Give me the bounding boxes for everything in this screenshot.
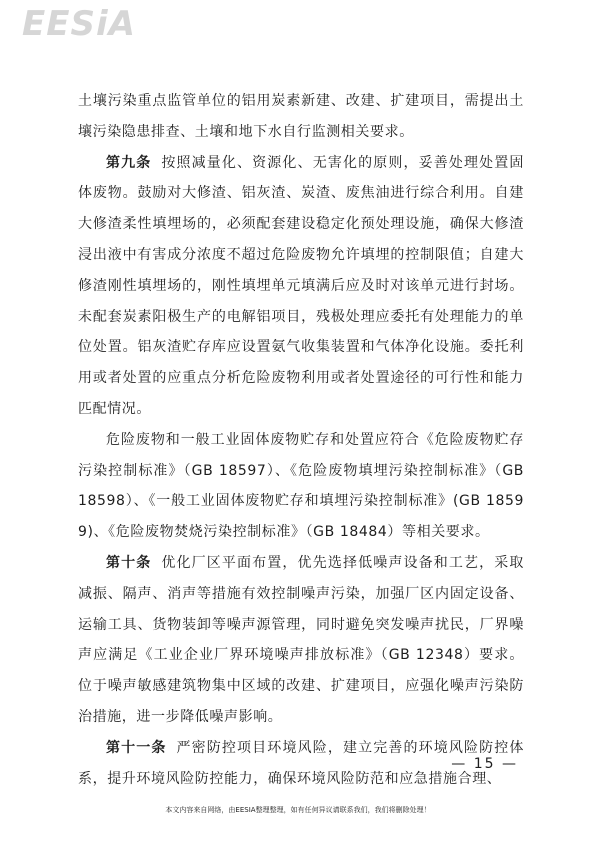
- article-heading: 第十条: [106, 554, 152, 571]
- article-text: 优化厂区平面布置，优先选择低噪声设备和工艺，采取减振、隔声、消声等措施有效控制噪声污染，加强厂区内固定设备、运输工具、货物装卸等噪声源管理，同时避免突发噪声扰民，厂界噪声应满足《工业企业厂界环境噪声排放标准》（GB 12348）要求。位于噪声敏感建筑物集中区域的改建、扩建项目，应强化噪声污染防治措施，进一步降低噪声影响。: [78, 554, 524, 725]
- paragraph-standards: 危险废物和一般工业固体废物贮存和处置应符合《危险废物贮存污染控制标准》（GB 18597）、《危险废物填埋污染控制标准》（GB 18598）、《一般工业固体废物贮存和填埋污染控制标准》(GB 18599)、《危险废物焚烧污染控制标准》（GB 18484）等相关要求。: [78, 431, 524, 541]
- document-body: [78, 86, 524, 794]
- page-number: — 15 —: [451, 756, 518, 772]
- footer-disclaimer: 本文内容来自网络，由EESIA整理整理，如有任何异议请联系我们，我们将删除处理！: [165, 806, 431, 814]
- article-text: 按照减量化、资源化、无害化的原则，妥善处理处置固体废物。鼓励对大修渣、铝灰渣、炭渣、废焦油进行综合利用。自建大修渣柔性填埋场的，必须配套建设稳定化预处理设施，确保大修渣浸出液中有害成分浓度不超过危险废物允许填埋的控制限值；自建大修渣刚性填埋场的，刚性填埋单元填满后应及时对该单元进行封场。未配套炭素阳极生产的电解铝项目，残极处理应委托有处理能力的单位处置。铝灰渣贮存库应设置氨气收集装置和气体净化设施。委托利用或者处置的应重点分析危险废物利用或者处置途径的可行性和能力匹配情况。: [78, 154, 524, 417]
- article-text: 严密防控项目环境风险，建立完善的环境风险防控体系，提升环境风险防控能力，确保环境风险防范和应急措施合理、: [78, 739, 524, 787]
- article-10: [78, 548, 524, 733]
- article-9: [78, 148, 524, 425]
- article-heading: 第十一条: [106, 739, 167, 756]
- watermark-logo: EESiA: [22, 4, 136, 44]
- article-heading: 第九条: [106, 154, 152, 171]
- paragraph-continuation: 土壤污染重点监管单位的铝用炭素新建、改建、扩建项目，需提出土壤污染隐患排查、土壤和地下水自行监测相关要求。: [78, 93, 524, 140]
